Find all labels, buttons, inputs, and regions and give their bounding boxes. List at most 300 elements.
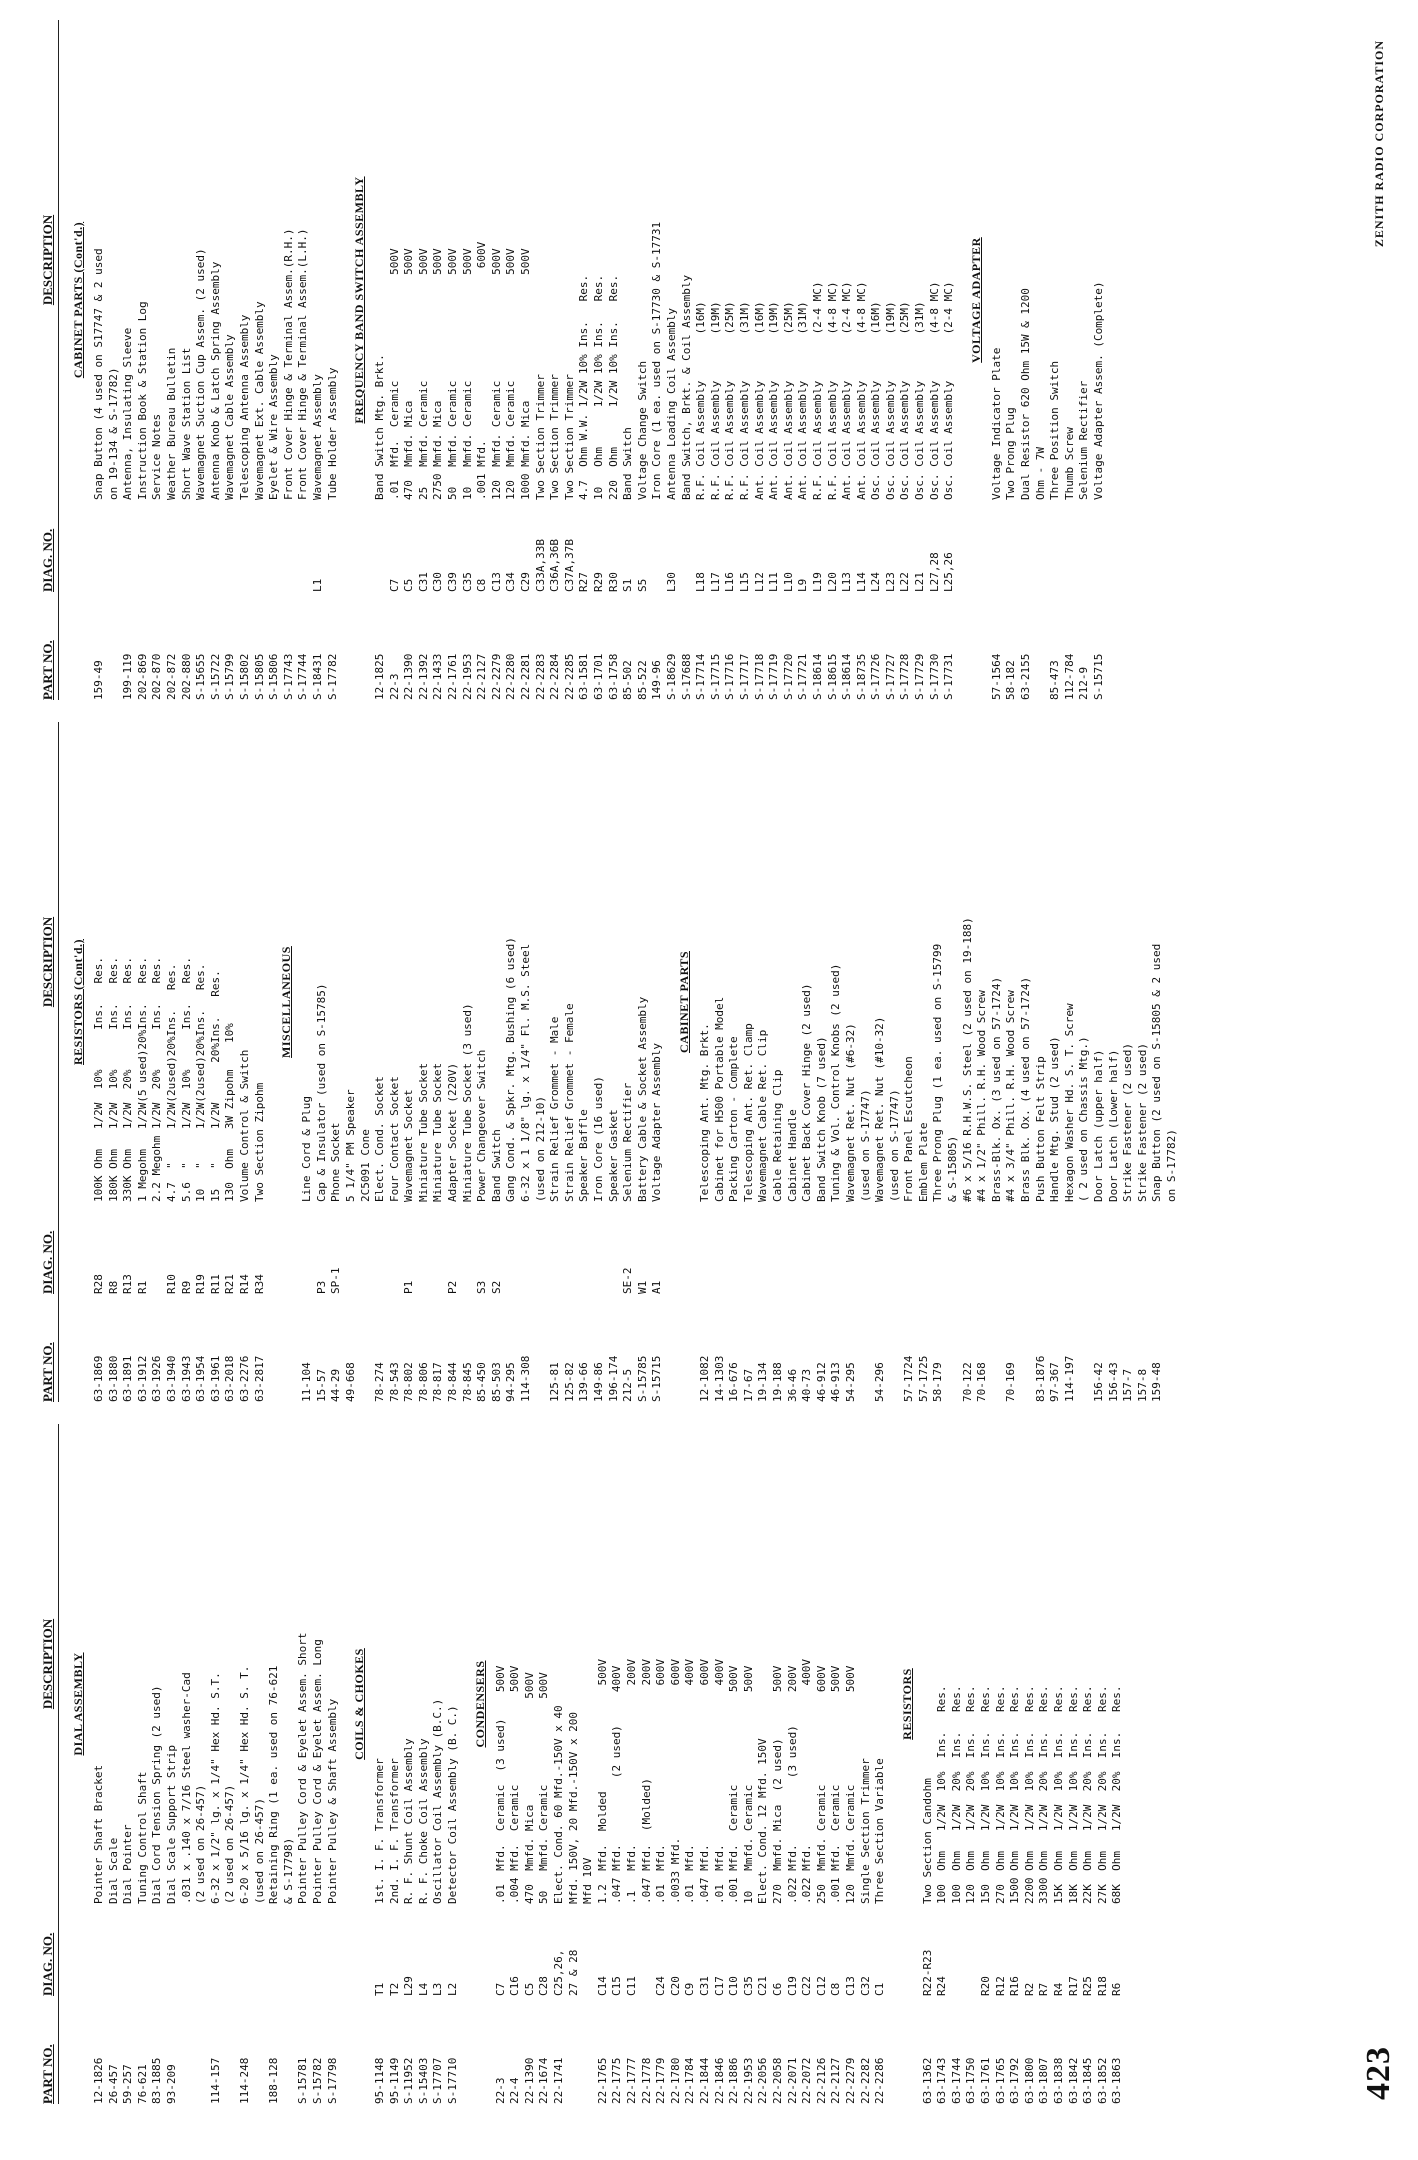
- diagram-number: C16: [508, 1976, 522, 1996]
- parts-row: [504, 722, 519, 1402]
- parts-row: [315, 722, 330, 1402]
- part-number: 112-784: [1062, 653, 1076, 700]
- part-description: R.F. Coil Assembly (25M): [723, 301, 737, 500]
- parts-row: [490, 20, 505, 700]
- parts-row: [753, 20, 768, 700]
- diagram-number: [581, 1904, 596, 1996]
- diagram-number: [1107, 1202, 1122, 1294]
- part-description: 100K Ohm 1/2W 10% Ins. Res.: [92, 956, 105, 1202]
- part-number: 54-296: [873, 1362, 887, 1402]
- parts-row: [610, 1424, 625, 2104]
- part-description: 2.2 Megohm 1/2W 20% Ins. Res.: [150, 956, 164, 1202]
- parts-row: [683, 1424, 698, 2104]
- parts-row: [640, 1424, 655, 2104]
- parts-row: [859, 722, 874, 1402]
- parts-row: [815, 722, 830, 1402]
- diagram-number: C6: [770, 1982, 784, 1996]
- diagram-number: S2: [489, 1280, 503, 1294]
- part-description: 15K Ohm 1/2W 10% Ins. Res.: [1052, 1685, 1066, 1904]
- part-number: S-11952: [402, 2057, 416, 2104]
- diagram-number: W1: [635, 1280, 649, 1294]
- part-number: 63-1940: [164, 1355, 178, 1402]
- diagram-number: [180, 1904, 195, 1996]
- parts-row: [1037, 1424, 1052, 2104]
- part-number: 22-3: [493, 2077, 507, 2104]
- diagram-number: C33A,33B: [533, 539, 547, 592]
- part-description: 1.2 Mfd. Molded 500V: [595, 1658, 609, 1904]
- part-number: S-17782: [325, 653, 339, 700]
- part-number: 22-1780: [668, 2057, 682, 2104]
- part-number: S-15781: [296, 2057, 310, 2104]
- section-title: RESISTORS: [899, 1668, 914, 1740]
- parts-row: [417, 722, 432, 1402]
- parts-row: [928, 20, 943, 700]
- parts-row: [771, 1424, 786, 2104]
- parts-row: [990, 722, 1005, 1402]
- parts-row: [92, 1424, 107, 2104]
- parts-row: [782, 20, 797, 700]
- part-number: 12-1826: [92, 2057, 105, 2104]
- part-number: 70-168: [975, 1362, 989, 1402]
- parts-row: [738, 20, 753, 700]
- diagram-number: R16: [1008, 1976, 1022, 1996]
- parts-row: [150, 1424, 165, 2104]
- diagram-number: [253, 1904, 268, 1996]
- part-number: 78-806: [416, 1362, 430, 1402]
- parts-row: [1034, 722, 1049, 1402]
- parts-row: [961, 722, 976, 1402]
- diagram-number: [607, 1202, 622, 1294]
- part-number: 63-1362: [920, 2057, 934, 2104]
- part-description: Mfd 10V: [581, 1857, 595, 1904]
- diagram-number: [1019, 1202, 1034, 1294]
- part-number: 22-1777: [625, 2057, 638, 2104]
- part-description: 100 Ohm 1/2W 20% Ins. Res.: [949, 1685, 963, 1904]
- diagram-number: [844, 1202, 859, 1294]
- diagram-number: L20: [825, 572, 839, 592]
- parts-row: [636, 20, 651, 700]
- part-description: on 19-134 & S-17782): [106, 367, 120, 500]
- part-number: S-17718: [752, 653, 766, 700]
- part-description: Dual Resistor 620 Ohm 15W & 1200: [1019, 288, 1033, 500]
- parts-row: [994, 1424, 1009, 2104]
- parts-row: [475, 722, 490, 1402]
- parts-row: [209, 722, 224, 1402]
- parts-row: [402, 20, 417, 700]
- part-number: [581, 1996, 596, 2104]
- diagram-number: [461, 1202, 476, 1294]
- parts-row: [329, 722, 344, 1402]
- parts-row: [267, 1424, 282, 2104]
- header-part-no: PART NO.: [40, 1342, 55, 1402]
- parts-row: [150, 722, 165, 1402]
- parts-row: [475, 20, 490, 700]
- diagram-number: C20: [668, 1976, 682, 1996]
- diagram-number: [756, 1202, 771, 1294]
- part-number: 63-1842: [1066, 2057, 1080, 2104]
- diagram-number: [975, 1202, 990, 1294]
- diagram-number: R11: [208, 1274, 222, 1294]
- part-description: Cabinet for H500 Portable Model: [712, 996, 726, 1202]
- parts-row: [311, 20, 326, 700]
- part-description: .01 Mfd. Ceramic (3 used) 500V: [493, 1665, 507, 1904]
- part-description: 250 Mmfd. Ceramic 600V: [814, 1665, 828, 1904]
- part-description: (used on 212-10): [533, 1096, 547, 1202]
- part-number: S-17726: [869, 653, 883, 700]
- part-description: Cable Retaining Clip: [770, 1069, 784, 1202]
- parts-row: [902, 722, 917, 1402]
- parts-row: [698, 722, 713, 1402]
- parts-row: [326, 20, 341, 700]
- parts-row: [829, 1424, 844, 2104]
- diagram-number: C29: [519, 572, 533, 592]
- part-description: Ant. Coil Assembly (25M): [781, 301, 795, 500]
- part-description: 4.7 Ohm W.W. 1/2W 10% Ins. Res.: [577, 274, 591, 500]
- part-description: Selenium Rectifier: [1077, 380, 1091, 500]
- part-description: Pointer Pulley Cord & Eyelet Assem. Long: [310, 1639, 324, 1904]
- part-description: Four Contact Socket: [387, 1076, 401, 1202]
- part-number: S-17731: [942, 653, 956, 700]
- part-description: R.F. Coil Assembly (31M): [737, 301, 751, 500]
- part-description: 1000 Mmfd. Mica 500V: [519, 248, 533, 500]
- part-description: Pointer Pulley & Shaft Assembly: [325, 1698, 339, 1904]
- part-description: Telescoping Antenna Assembly: [237, 314, 251, 500]
- parts-row: [461, 20, 476, 700]
- parts-row: [873, 1424, 888, 2104]
- diagram-number: C17: [712, 1976, 726, 1996]
- diagram-number: C13: [489, 572, 503, 592]
- diagram-number: [534, 1202, 549, 1294]
- part-description: Service Notes: [150, 413, 164, 500]
- diagram-number: [950, 1904, 965, 1996]
- parts-row: [121, 1424, 136, 2104]
- diagram-number: [1092, 500, 1107, 592]
- parts-row: [756, 1424, 771, 2104]
- diagram-number: C28: [537, 1976, 551, 1996]
- parts-row: [121, 722, 136, 1402]
- part-description: Cabinet Back Cover Hinge (2 used): [800, 983, 814, 1202]
- diagram-number: [223, 500, 238, 592]
- parts-row: [267, 20, 282, 700]
- part-description: Phone Socket: [329, 1122, 343, 1202]
- parts-row: [607, 722, 622, 1402]
- part-number: 83-1885: [150, 2057, 164, 2104]
- part-description: R. F. Choke Coil Assembly: [416, 1738, 430, 1904]
- diagram-number: [296, 500, 311, 592]
- part-description: Miniature Tube Socket (3 used): [460, 1003, 474, 1202]
- part-number: 22-1784: [683, 2057, 697, 2104]
- parts-row: [1063, 20, 1078, 700]
- part-description: Short Wave Station List: [179, 347, 193, 500]
- part-description: Emblem Plate: [916, 1122, 930, 1202]
- part-number: 22-1392: [416, 653, 430, 700]
- diagram-number: [504, 1202, 519, 1294]
- part-description: Instruction Book & Station Log: [135, 301, 149, 500]
- diagram-number: R30: [606, 572, 620, 592]
- part-number: 12-1825: [373, 653, 387, 700]
- diagram-number: [1121, 1202, 1136, 1294]
- diagram-number: T1: [373, 1982, 387, 1996]
- part-number: 94-295: [504, 1362, 518, 1402]
- diagram-number: L25,26: [942, 552, 956, 592]
- diagram-number: [209, 500, 224, 592]
- parts-row: [800, 1424, 815, 2104]
- diagram-number: [136, 500, 151, 592]
- part-description: 50 Mmfd. Ceramic 500V: [446, 248, 460, 500]
- part-description: 100 Ohm 1/2W 10% Ins. Res.: [935, 1685, 949, 1904]
- diagram-number: P1: [402, 1280, 416, 1294]
- part-description: 27K Ohm 1/2W 20% Ins. Res.: [1095, 1685, 1109, 1904]
- part-number: S-17719: [767, 653, 781, 700]
- part-number: 63-1845: [1081, 2057, 1095, 2104]
- part-number: 78-543: [387, 1362, 401, 1402]
- part-description: Battery Cable & Socket Assembly: [635, 996, 649, 1202]
- diagram-number: R10: [164, 1274, 178, 1294]
- diagram-number: L1: [310, 578, 324, 592]
- part-description: 120 Mmfd. Ceramic 500V: [843, 1665, 857, 1904]
- parts-row: [1008, 1424, 1023, 2104]
- part-description: Two Section Trimmer: [562, 374, 576, 500]
- diagram-number: L21: [913, 572, 927, 592]
- diagram-number: [121, 1904, 136, 1996]
- part-number: 22-2280: [504, 653, 518, 700]
- part-description: Tuning & Vol. Control Knobs (2 used): [829, 963, 843, 1202]
- part-number: 22-2058: [770, 2057, 784, 2104]
- diagram-number: C36A,36B: [548, 539, 562, 592]
- part-number: 93-209: [164, 2064, 178, 2104]
- diagram-number: [964, 1904, 979, 1996]
- diagram-number: R8: [106, 1280, 120, 1294]
- part-description: 6-32 x 1 1/8" lg. x 1/4" Fl. M.S. Steel: [519, 943, 533, 1202]
- diagram-number: [1077, 1202, 1092, 1294]
- part-description: Ant. Coil Assembly (31M): [796, 301, 810, 500]
- diagram-number: T2: [387, 1982, 401, 1996]
- part-description: Strike Fastener (2 used): [1121, 1043, 1135, 1202]
- part-number: S-17717: [737, 653, 751, 700]
- part-number: 11-104: [300, 1362, 314, 1402]
- diagram-number: L2: [446, 1982, 460, 1996]
- diagram-number: L29: [402, 1976, 416, 1996]
- part-number: 22-2127: [475, 653, 489, 700]
- parts-row: [1165, 722, 1180, 1402]
- parts-row: [344, 722, 359, 1402]
- diagram-number: L3: [431, 1982, 445, 1996]
- parts-row: [461, 722, 476, 1402]
- part-number: S-17744: [296, 653, 310, 700]
- diagram-number: [548, 1202, 563, 1294]
- part-description: 10 Mmfd. Ceramic 500V: [460, 248, 474, 500]
- part-number: 63-1912: [135, 1355, 149, 1402]
- part-description: Mfd. 150V, 20 Mfd.-150V x 200: [566, 1711, 580, 1904]
- diagram-number: [136, 1904, 151, 1996]
- diagram-number: L16: [723, 572, 737, 592]
- part-number: [1034, 592, 1049, 700]
- part-number: 63-1581: [577, 653, 591, 700]
- parts-row: [253, 1424, 268, 2104]
- diagram-number: L27,28: [927, 552, 941, 592]
- parts-row: [1136, 722, 1151, 1402]
- part-number: S-17688: [679, 653, 693, 700]
- part-number: 63-2018: [223, 1355, 237, 1402]
- part-description: .022 Mfd. 400V: [800, 1658, 814, 1904]
- parts-row: [563, 20, 578, 700]
- header-part-no: PART NO.: [40, 640, 55, 700]
- parts-row: [508, 1424, 523, 2104]
- parts-row: [727, 1424, 742, 2104]
- part-description: Volume Control & Switch: [237, 1049, 251, 1202]
- diagram-number: [519, 1202, 534, 1294]
- part-description: Osc. Coil Assembly (19M): [883, 301, 897, 500]
- diagram-number: R12: [993, 1976, 1007, 1996]
- diagram-number: [650, 500, 665, 592]
- parts-row: [136, 20, 151, 700]
- diagram-number: L9: [796, 578, 810, 592]
- parts-row: [121, 20, 136, 700]
- diagram-number: R14: [237, 1274, 251, 1294]
- parts-row: [1048, 20, 1063, 700]
- diagram-number: [223, 1904, 238, 1996]
- part-number: 16-676: [727, 1362, 741, 1402]
- part-number: 22-2281: [519, 653, 533, 700]
- parts-row: [238, 20, 253, 700]
- parts-row: [964, 1424, 979, 2104]
- diagram-number: C12: [814, 1976, 828, 1996]
- parts-row: [180, 20, 195, 700]
- diagram-number: [931, 1202, 946, 1294]
- parts-row: [859, 1424, 874, 2104]
- part-description: Elect. Cond. 60 Mfd.-150V x 40: [552, 1705, 566, 1904]
- diagram-number: [1150, 1202, 1165, 1294]
- parts-row: [282, 1424, 297, 2104]
- section-title: MISCELLANEOUS: [279, 946, 294, 1058]
- parts-row: [796, 20, 811, 700]
- part-number: 22-2279: [843, 2057, 857, 2104]
- section-title: COILS & CHOKES: [352, 1648, 367, 1760]
- parts-row: [577, 20, 592, 700]
- parts-row: [826, 20, 841, 700]
- part-number: S-17798: [325, 2057, 339, 2104]
- part-number: 63-1744: [949, 2057, 963, 2104]
- parts-row: [844, 722, 859, 1402]
- diagram-number: [311, 1904, 326, 1996]
- diagram-number: [1063, 1202, 1078, 1294]
- parts-row: [107, 20, 122, 700]
- parts-row: [494, 1424, 509, 2104]
- part-number: 22-1741: [552, 2057, 566, 2104]
- part-number: 63-2276: [237, 1355, 251, 1402]
- parts-row: [1067, 1424, 1082, 2104]
- parts-row: [446, 20, 461, 700]
- diagram-number: R19: [194, 1274, 208, 1294]
- diagram-number: C5: [402, 578, 416, 592]
- diagram-number: [902, 1202, 917, 1294]
- part-number: [282, 1996, 297, 2104]
- parts-row: [1107, 722, 1122, 1402]
- part-number: S-15403: [416, 2057, 430, 2104]
- diagram-number: [786, 1202, 801, 1294]
- diagram-number: L4: [416, 1982, 430, 1996]
- part-number: 63-2817: [252, 1355, 266, 1402]
- parts-row: [767, 20, 782, 700]
- diagram-number: P3: [314, 1280, 328, 1294]
- diagram-number: [417, 1202, 432, 1294]
- part-description: 220 Ohm 1/2W 10% Ins. Res.: [606, 274, 620, 500]
- part-number: 22-1779: [654, 2057, 668, 2104]
- parts-row: [592, 20, 607, 700]
- part-number: 22-2072: [800, 2057, 814, 2104]
- part-number: [1165, 1294, 1180, 1402]
- part-description: Dial Cord Tension Spring (2 used): [150, 1685, 164, 1904]
- diagram-number: L15: [737, 572, 751, 592]
- part-description: Dial Pointer: [121, 1824, 135, 1904]
- part-number: 22-1844: [697, 2057, 711, 2104]
- part-number: 76-621: [135, 2064, 149, 2104]
- diagram-number: SE-2: [621, 1267, 635, 1294]
- diagram-number: R2: [1022, 1982, 1036, 1996]
- part-description: 10 Ohm 1/2W 10% Ins. Res.: [592, 274, 605, 500]
- parts-row: [180, 1424, 195, 2104]
- diagram-number: [180, 500, 195, 592]
- part-number: 54-295: [843, 1362, 857, 1402]
- part-number: 63-1743: [935, 2057, 949, 2104]
- part-description: 1500 Ohm 1/2W 10% Ins. Res.: [1008, 1685, 1022, 1904]
- part-description: Wavemagnet Assembly: [310, 374, 324, 500]
- part-number: S-15655: [194, 653, 208, 700]
- parts-row: [1077, 20, 1092, 700]
- parts-row: [534, 722, 549, 1402]
- part-description: #4 x 3/4" Phill. R.H. Wood Screw: [1004, 990, 1018, 1202]
- diagram-number: [326, 1904, 341, 1996]
- section-title: CONDENSERS: [472, 1660, 487, 1748]
- section-title: VOLTAGE ADAPTER: [968, 237, 983, 363]
- part-description: Speaker Gasket: [606, 1109, 620, 1202]
- part-description: Band Switch Knob (7 used): [814, 1036, 828, 1202]
- part-description: 270 Ohm 1/2W 10% Ins. Res.: [993, 1685, 1007, 1904]
- part-number: 59-257: [121, 2064, 135, 2104]
- part-description: Miniature Tube Socket: [431, 1062, 445, 1202]
- diagram-number: [194, 1904, 209, 1996]
- part-description: ( 2 used on Chassis Mtg.): [1077, 1036, 1091, 1202]
- parts-row: [1004, 20, 1019, 700]
- part-description: 180K Ohm 1/2W 10% Ins. Res.: [106, 956, 120, 1202]
- diagram-number: C1: [873, 1982, 887, 1996]
- part-description: Band Switch Mtg. Brkt.: [373, 354, 387, 500]
- part-number: 22-1953: [460, 653, 474, 700]
- part-number: 156-43: [1106, 1362, 1120, 1402]
- diagram-number: [1092, 1202, 1107, 1294]
- part-description: Osc. Coil Assembly (31M): [913, 301, 927, 500]
- part-description: Iron Core (16 used): [592, 1076, 605, 1202]
- diagram-number: [1004, 1202, 1019, 1294]
- part-number: 202-880: [179, 653, 193, 700]
- part-number: 22-1765: [595, 2057, 609, 2104]
- part-description: Two Section Trimmer: [533, 374, 547, 500]
- diagram-number: R29: [592, 572, 605, 592]
- diagram-number: [150, 1904, 165, 1996]
- parts-row: [990, 20, 1005, 700]
- part-number: 78-817: [431, 1362, 445, 1402]
- diagram-number: [742, 1202, 757, 1294]
- part-description: Voltage Indicator Plate: [989, 347, 1003, 500]
- diagram-number: L11: [767, 572, 781, 592]
- part-number: 95-1148: [373, 2057, 387, 2104]
- parts-row: [1034, 20, 1049, 700]
- diagram-number: L17: [708, 572, 722, 592]
- parts-row: [446, 722, 461, 1402]
- part-description: 470 Mmfd. Mica 500V: [402, 248, 416, 500]
- part-description: Band Switch: [621, 427, 635, 500]
- parts-row: [942, 20, 957, 700]
